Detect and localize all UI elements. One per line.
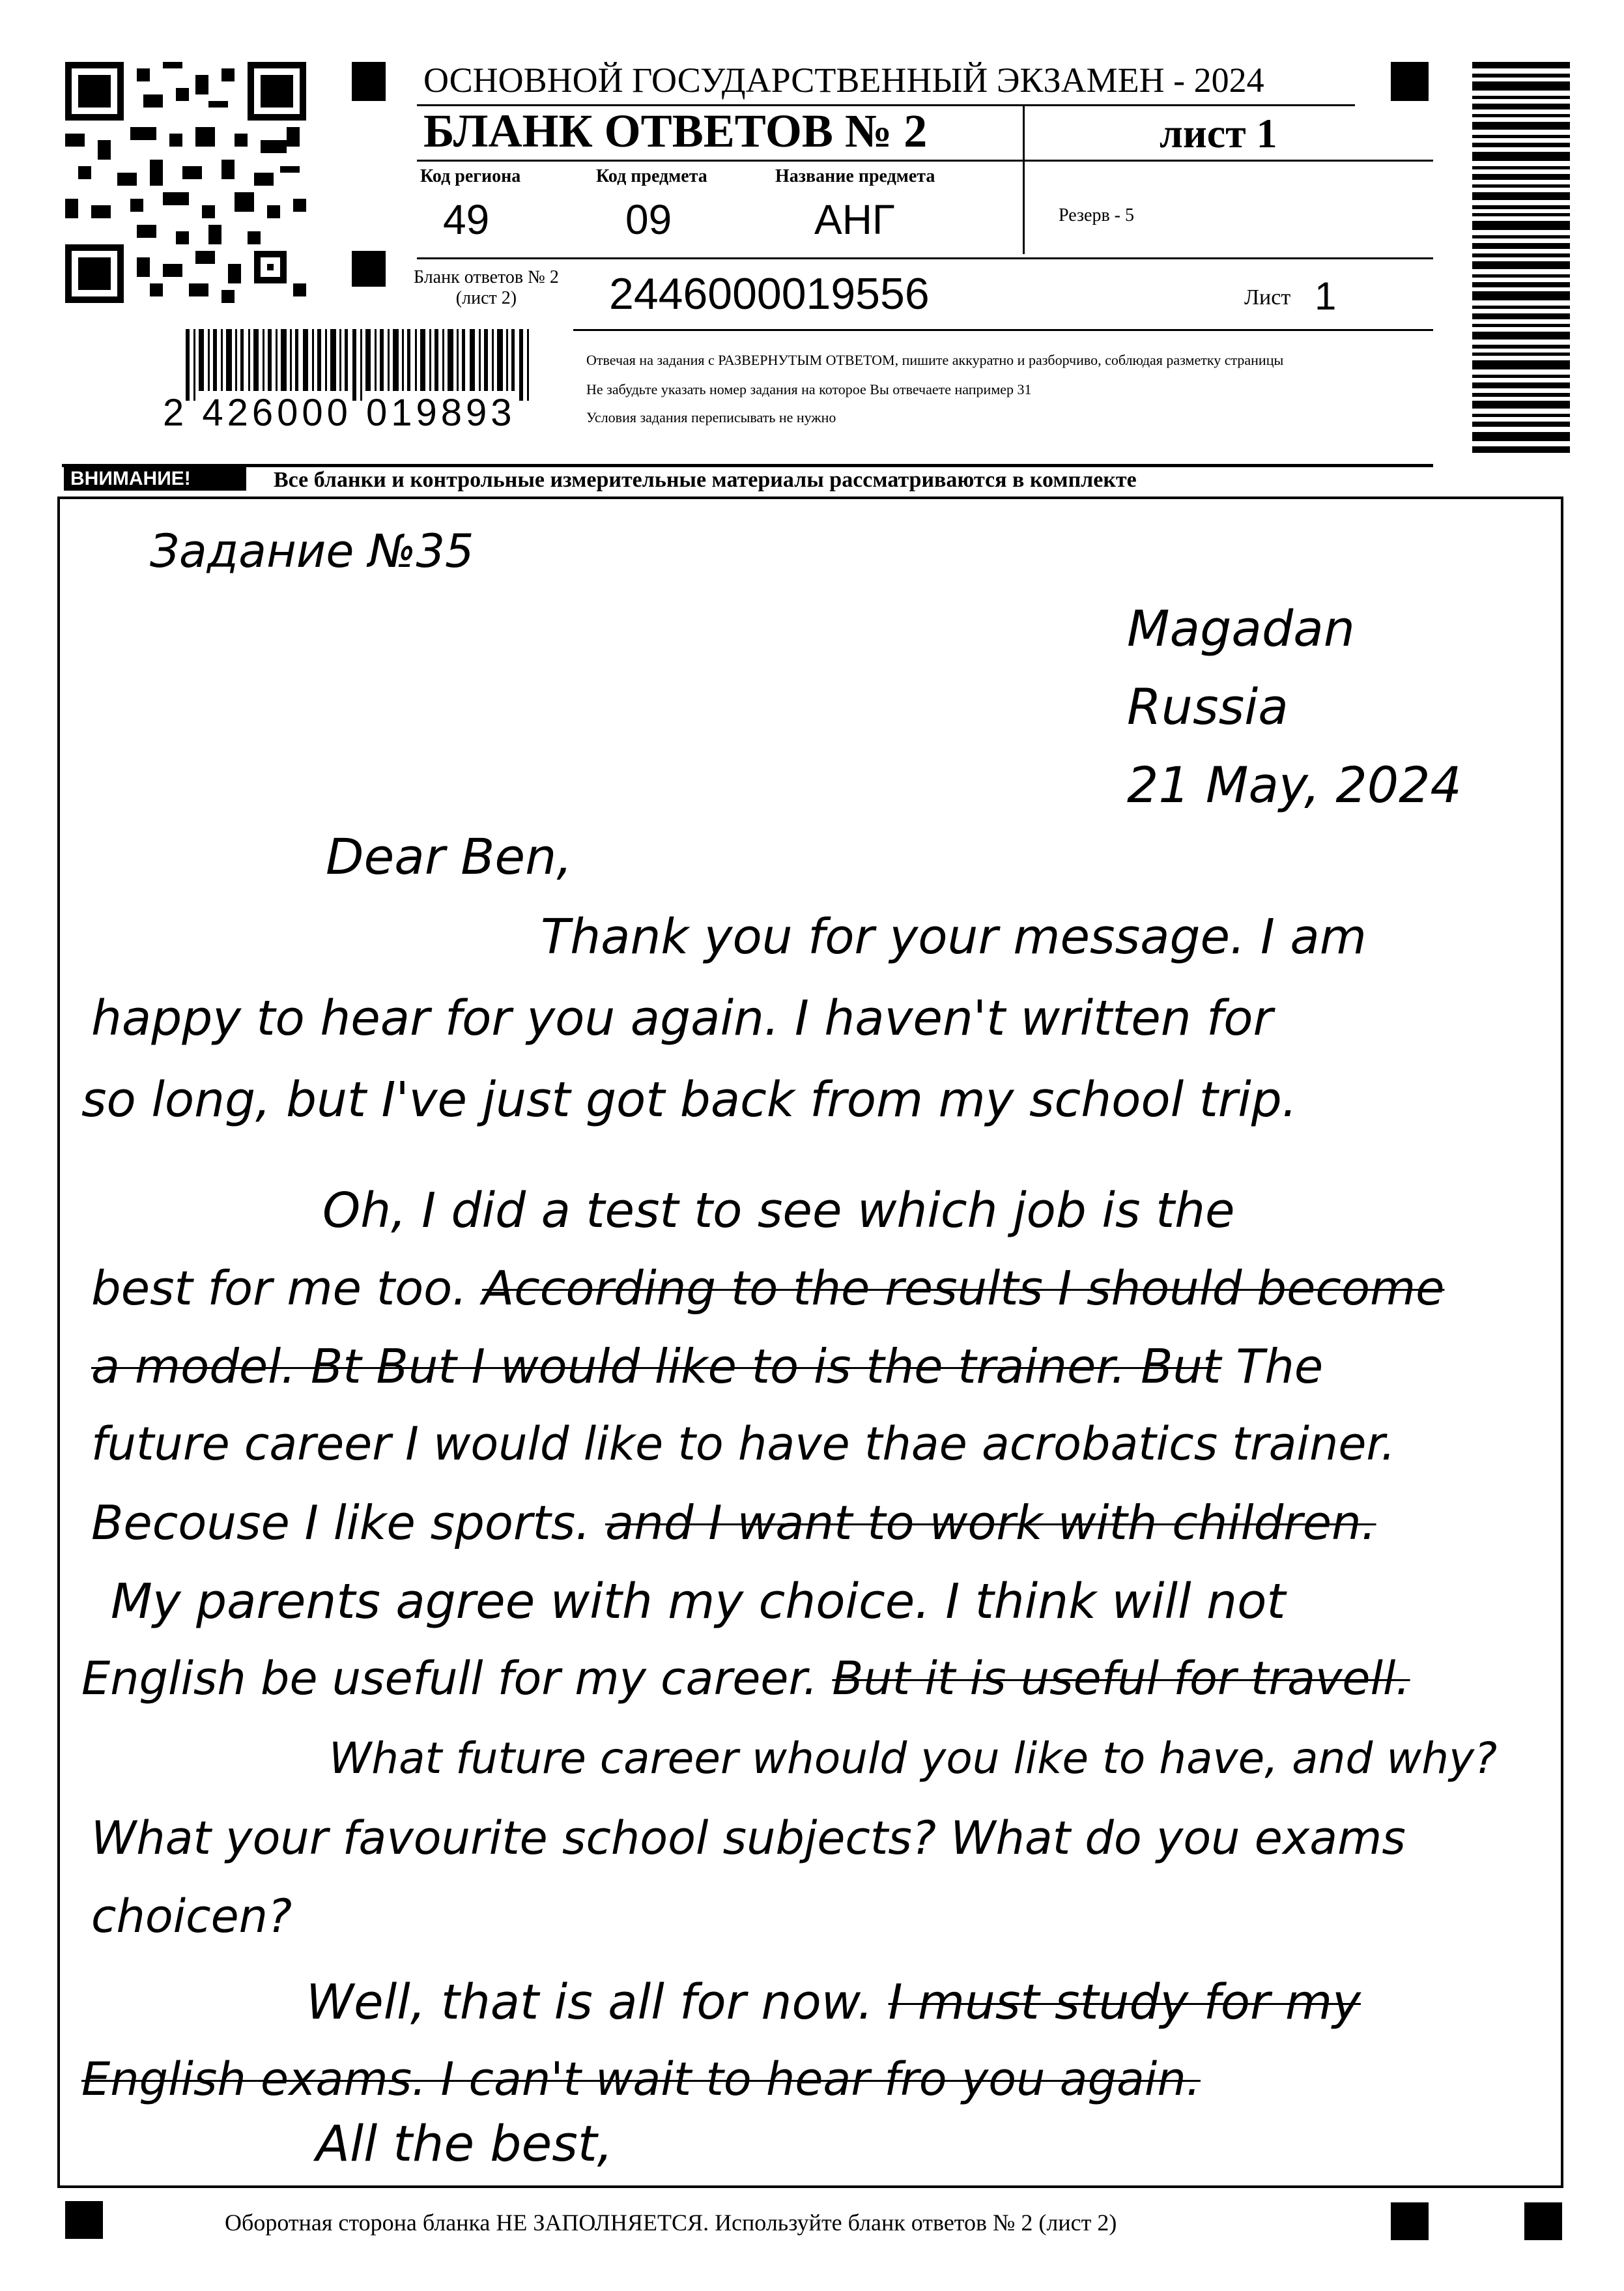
form-id-label-line2: (лист 2) xyxy=(455,288,517,308)
sheet-label: лист 1 xyxy=(1160,110,1277,156)
subject-code-value: 09 xyxy=(625,196,672,243)
letter-line xyxy=(91,1339,1323,1394)
qr-code xyxy=(65,62,306,303)
subject-code-label: Код предмета xyxy=(596,166,707,186)
registration-mark xyxy=(1391,2202,1429,2240)
divider xyxy=(573,329,1433,331)
letter-line: so long, but I've just got back from my school trip. xyxy=(81,1072,1298,1128)
list-label: Лист xyxy=(1244,285,1291,310)
crossed-out-line: English exams. I can't wait to hear fro you again. xyxy=(81,2053,1201,2106)
letter-line: future career I would like to have thae acrobatics trainer. xyxy=(91,1417,1396,1471)
letter-text: The xyxy=(1236,1339,1324,1394)
attention-badge: ВНИМАНИЕ! xyxy=(64,467,246,491)
instruction-2: Не забудьте указать номер задания на которое Вы отвечаете например 31 xyxy=(586,381,1032,397)
form-title: БЛАНК ОТВЕТОВ № 2 xyxy=(423,105,928,157)
registration-mark xyxy=(65,2201,103,2239)
letter-text: best for me too. xyxy=(91,1261,468,1316)
crossed-out-text: and I want to work with children. xyxy=(605,1495,1376,1550)
reserve-label: Резерв - 5 xyxy=(1059,205,1135,225)
registration-mark xyxy=(352,251,386,287)
attention-text: Все бланки и контрольные измерительные материалы рассматриваются в комплекте xyxy=(274,468,1137,492)
letter-line xyxy=(91,1495,1376,1550)
closing: All the best, xyxy=(316,2114,613,2172)
footer-note: Оборотная сторона бланка НЕ ЗАПОЛНЯЕТСЯ. Используйте бланк ответов № 2 (лист 2) xyxy=(225,2210,1117,2236)
instruction-1: Отвечая на задания с РАЗВЕРНУТЫМ ОТВЕТОМ, пишите аккуратно и разборчиво, соблюдая разметку страницы xyxy=(586,352,1284,368)
letter-text: English be usefull for my career. xyxy=(81,1652,818,1705)
registration-mark xyxy=(1391,62,1429,101)
letter-line: choicen? xyxy=(91,1890,292,1943)
instruction-3: Условия задания переписывать не нужно xyxy=(586,409,836,425)
letter-line: My parents agree with my choice. I think will not xyxy=(111,1574,1286,1630)
letter-line: Oh, I did a test to see which job is the xyxy=(322,1183,1235,1239)
letter-line xyxy=(81,1652,1410,1705)
divider xyxy=(1023,104,1025,254)
side-barcode xyxy=(1472,62,1570,453)
letter-line xyxy=(91,1261,1444,1316)
registration-mark xyxy=(1524,2202,1562,2240)
task-label: Задание №35 xyxy=(150,525,474,578)
letter-line: Thank you for your message. I am xyxy=(541,909,1367,965)
letter-line: What future career whould you like to have, and why? xyxy=(329,1733,1498,1783)
crossed-out-text: a model. Bt But I would like to is the trainer. But xyxy=(91,1339,1221,1394)
crossed-out-text: But it is useful for travell. xyxy=(832,1652,1410,1705)
letter-line: happy to hear for you again. I haven't written for xyxy=(91,990,1273,1046)
list-value: 1 xyxy=(1315,274,1337,318)
form-id-label-line1: Бланк ответов № 2 xyxy=(414,267,559,287)
address-city: Magadan xyxy=(1127,599,1355,657)
subject-name-label: Название предмета xyxy=(775,166,935,186)
letter-text: Becouse I like sports. xyxy=(91,1495,591,1550)
subject-name-value: АНГ xyxy=(814,196,895,243)
divider xyxy=(417,160,1433,162)
form-id-value: 2446000019556 xyxy=(609,269,930,319)
address-date: 21 May, 2024 xyxy=(1127,756,1462,814)
region-label: Код региона xyxy=(420,166,521,186)
exam-title: ОСНОВНОЙ ГОСУДАРСТВЕННЫЙ ЭКЗАМЕН - 2024 xyxy=(423,61,1264,100)
divider xyxy=(417,257,1433,259)
letter-text: Well, that is all for now. xyxy=(306,1974,874,2030)
letter-line: What your favourite school subjects? What do you exams xyxy=(91,1811,1406,1865)
greeting: Dear Ben, xyxy=(326,828,573,886)
registration-mark xyxy=(352,62,386,101)
address-country: Russia xyxy=(1127,678,1289,736)
crossed-out-text: According to the results I should become xyxy=(481,1261,1445,1316)
region-value: 49 xyxy=(443,196,490,243)
form-id-label xyxy=(414,267,559,309)
barcode-number: 2 426000 019893 xyxy=(163,392,516,434)
crossed-out-text: I must study for my xyxy=(888,1974,1361,2030)
divider xyxy=(62,464,1433,467)
barcode xyxy=(186,329,537,401)
letter-line xyxy=(306,1974,1361,2030)
